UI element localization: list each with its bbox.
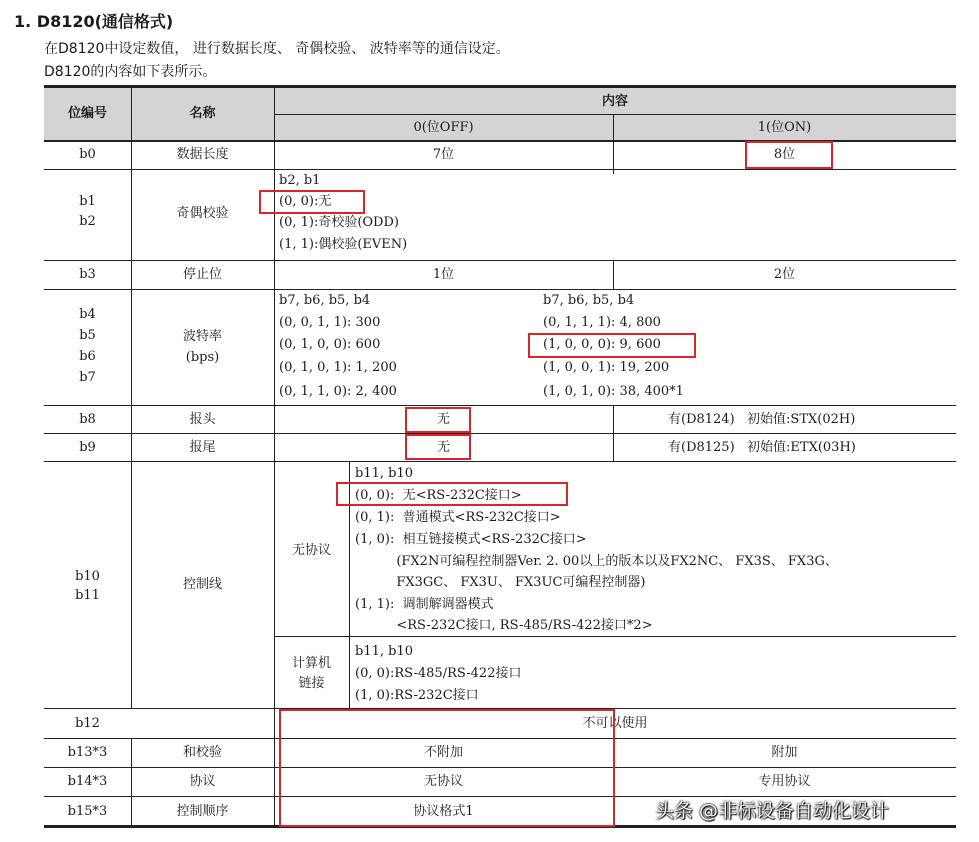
header-bit: 位编号 — [67, 106, 107, 121]
intro-line-1: 在D8120中设定数值， 进行数据长度、 奇偶校验、 波特率等的通信设定。 — [44, 41, 510, 57]
on-b14: 专用协议 — [758, 774, 811, 789]
parity-line: (0, 0):无 — [279, 194, 332, 209]
off-b3: 1位 — [432, 267, 455, 282]
baud-left-line: (0, 0, 1, 1): 300 — [279, 315, 381, 330]
computer-link-line: (0, 0):RS-485/RS-422接口 — [355, 666, 522, 681]
intro-line-2: D8120的内容如下表所示。 — [44, 64, 217, 80]
highlight-box — [528, 333, 696, 358]
off-b13: 不附加 — [423, 745, 463, 760]
baud-right-line: (1, 0, 1, 0): 38, 400*1 — [543, 384, 684, 399]
bit-b14: b14*3 — [67, 774, 108, 789]
name-b9: 报尾 — [189, 440, 216, 455]
on-b13: 附加 — [771, 745, 798, 760]
bit-b12: b12 — [75, 716, 100, 731]
section-heading: 1. D8120(通信格式) — [14, 12, 174, 31]
baud-left-line: (0, 1, 0, 1): 1, 200 — [279, 360, 397, 375]
highlight-box — [259, 190, 365, 214]
highlight-box — [405, 407, 471, 433]
computer-link-line: b11, b10 — [355, 644, 413, 659]
name-control-line: 控制线 — [182, 577, 222, 592]
computer-link-line: (1, 0):RS-232C接口 — [355, 688, 479, 703]
control-line-text: (0, 1): 普通模式<RS-232C接口> — [355, 510, 561, 525]
bit-b10-b11: b10 b11 — [75, 569, 100, 603]
on-b3: 2位 — [773, 267, 796, 282]
name-b1-b2: 奇偶校验 — [176, 206, 229, 221]
bit-b13: b13*3 — [67, 745, 108, 760]
parity-line: b2, b1 — [279, 173, 321, 188]
header-on: 1(位ON) — [757, 120, 812, 135]
mode-computer-link: 计算机 链接 — [291, 656, 331, 691]
control-line-text: FX3GC、 FX3U、 FX3UC可编程控制器) — [355, 575, 646, 590]
bit-b9: b9 — [79, 440, 96, 455]
off-b8: 无 — [436, 412, 450, 427]
header-content: 内容 — [601, 94, 628, 109]
baud-left-line: b7, b6, b5, b4 — [279, 293, 371, 308]
name-b0: 数据长度 — [176, 147, 229, 162]
name-b13: 和校验 — [182, 745, 222, 760]
bit-b3: b3 — [79, 267, 96, 282]
control-line-text: (1, 1): 调制解调器模式 — [355, 597, 494, 612]
name-b15: 控制顺序 — [176, 804, 229, 819]
name-b14: 协议 — [189, 774, 216, 789]
watermark: 头条 @非标设备自动化设计 — [655, 800, 890, 822]
highlight-box — [745, 141, 833, 169]
name-b8: 报头 — [189, 412, 216, 427]
control-line-text: (1, 0): 相互链接模式<RS-232C接口> — [355, 532, 587, 547]
highlight-box — [405, 434, 471, 460]
on-b0: 8位 — [773, 147, 796, 162]
name-baud: 波特率 (bps) — [182, 329, 222, 365]
control-line-text: b11, b10 — [355, 466, 413, 481]
bit-b0: b0 — [79, 147, 96, 162]
name-b3: 停止位 — [182, 267, 222, 282]
baud-left-line: (0, 1, 1, 0): 2, 400 — [279, 384, 397, 399]
control-line-text: <RS-232C接口, RS-485/RS-422接口*2> — [355, 618, 653, 633]
off-b14: 无协议 — [423, 774, 463, 789]
baud-right-line: (0, 1, 1, 1): 4, 800 — [543, 315, 661, 330]
highlight-box — [279, 709, 615, 827]
baud-right-line: (1, 0, 0, 0): 9, 600 — [543, 337, 661, 352]
parity-line: (1, 1):偶校验(EVEN) — [279, 237, 408, 252]
baud-right-line: b7, b6, b5, b4 — [543, 293, 635, 308]
bit-b1-b2: b1 b2 — [79, 194, 96, 229]
baud-left-line: (0, 1, 0, 0): 600 — [279, 337, 381, 352]
bit-b8: b8 — [79, 412, 96, 427]
header-name: 名称 — [189, 106, 216, 121]
off-b15: 协议格式1 — [413, 804, 474, 819]
header-off: 0(位OFF) — [413, 120, 474, 135]
on-b8: 有(D8124) 初始值:STX(02H) — [668, 412, 856, 427]
b12-not-usable: 不可以使用 — [582, 716, 648, 731]
parity-line: (0, 1):奇校验(ODD) — [279, 215, 399, 230]
off-b9: 无 — [436, 440, 450, 455]
bit-b15: b15*3 — [67, 804, 108, 819]
off-b0: 7位 — [432, 147, 455, 162]
bit-b4-b7: b4 b5 b6 b7 — [79, 307, 96, 385]
mode-no-protocol: 无协议 — [291, 543, 331, 558]
control-line-text: (0, 0): 无<RS-232C接口> — [355, 488, 522, 503]
highlight-box — [336, 482, 568, 506]
on-b9: 有(D8125) 初始值:ETX(03H) — [668, 440, 856, 455]
control-line-text: (FX2N可编程控制器Ver. 2. 00以上的版本以及FX2NC、 FX3S、 FX3G、 — [355, 554, 838, 569]
baud-right-line: (1, 0, 0, 1): 19, 200 — [543, 360, 670, 375]
